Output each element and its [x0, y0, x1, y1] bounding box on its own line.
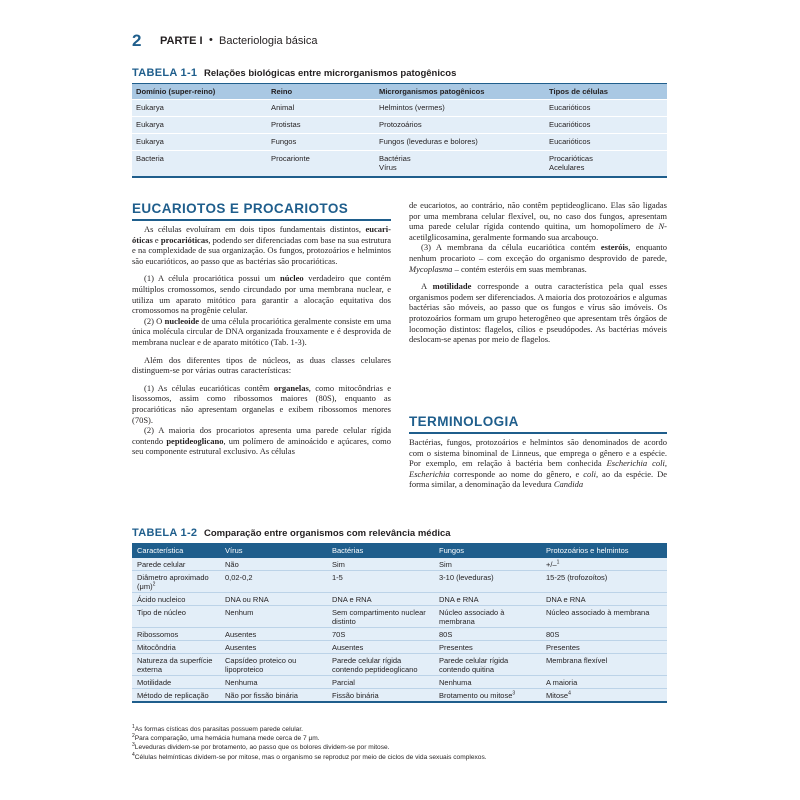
table2-cell-text: Não: [225, 560, 239, 569]
table2-cell: [434, 606, 541, 628]
table2-cell: [220, 676, 327, 689]
part-label: PARTE I: [160, 35, 203, 47]
text-run: A: [421, 281, 433, 292]
table2-cell-text: DNA e RNA: [439, 595, 479, 604]
left-column: [132, 224, 391, 457]
table2-cell-text: 70S: [332, 630, 346, 639]
text-run: ,: [664, 458, 667, 469]
footnote-text: Leveduras dividem-se por brotamento, ao passo que os bolores dividem-se por mitose.: [134, 744, 390, 752]
table2-label: TABELA 1-2: [132, 527, 198, 539]
table2-cell: [541, 654, 667, 676]
table2-cell: [220, 593, 327, 606]
table2-cell-text: Fissão binária: [332, 691, 379, 700]
table2-cell: [327, 558, 434, 571]
table1-header-cell: Domínio (super-reino): [132, 84, 267, 100]
italic-term: N: [658, 221, 665, 232]
table1-title: Relações biológicas entre microrganismos patogênicos: [204, 68, 457, 79]
table2-cell-text: Brotamento ou mitose: [439, 691, 513, 700]
table2-cell: [132, 593, 220, 606]
table2-cell: [541, 558, 667, 571]
footnote-number: 1: [132, 723, 135, 730]
text-run: corresponde a outra característica pela qual esses organismos podem ser diferenciados. A maioria dos protozoários e algumas bactérias são móveis, ao passo que os fungos e vírus são imóveis. Os protozoários formam um grupo heterogêneo que apresentam três órgãos de locomoção distintos: flagelos, cílios e pseudópodes. As bactérias móveis deslocam-se apenas por meio de flagelos.: [409, 281, 668, 345]
table2-cell: [327, 676, 434, 689]
table2-header-cell: Característica: [132, 543, 220, 558]
terminologia-text: [409, 437, 667, 490]
table2-cell-text: Parede celular: [137, 560, 186, 569]
footnote-text: Para comparação, uma hemácia humana mede cerca de 7 μm.: [134, 735, 320, 743]
table2-cell: [327, 689, 434, 703]
italic-term: Mycoplasma: [409, 263, 453, 274]
paragraph: [132, 425, 391, 457]
footnote-text: Células helmínticas dividem-se por mitose, mas o organismo se reproduz por meio de ciclos de vida sexuais complexos.: [134, 753, 487, 761]
text-run: Bactérias, fungos, protozoários e helmintos são denominados de acordo com o sistema binominal de Linneus, que emprega o gênero e a espécie. Por exemplo, em relação à bactéria bem conhecida: [409, 437, 667, 469]
text-run: (2) O: [144, 315, 165, 326]
table1-cell: [375, 151, 545, 178]
paragraph: [132, 224, 391, 266]
table2-row: [132, 628, 667, 641]
table1-cell: Eukarya: [132, 117, 267, 134]
table1-label: TABELA 1-1: [132, 67, 198, 79]
table1-cell-text: Bactérias: [379, 154, 411, 163]
table2-cell: [220, 571, 327, 593]
table2-cell: [327, 654, 434, 676]
table2-cell-text: Membrana flexível: [546, 656, 608, 665]
footnotes: [132, 725, 667, 762]
table2-row: [132, 689, 667, 703]
table2-cell-text: Presentes: [439, 643, 473, 652]
section-rule: [132, 219, 391, 221]
table2-cell: [220, 558, 327, 571]
table1-row: [132, 151, 667, 178]
table2-cell-text: Nenhuma: [439, 678, 472, 687]
table2-cell-text: Natureza da superfície externa: [137, 656, 213, 674]
table2-cell-text: Ausentes: [225, 643, 257, 652]
text-run: (1) A célula procariótica possui um: [144, 273, 281, 284]
bold-term: organelas: [273, 382, 309, 393]
table2-cell-text: +/–: [546, 560, 557, 569]
table2-cell-text: Núcleo associado à membrana: [546, 608, 650, 617]
table2-cell: [220, 689, 327, 703]
italic-term: Escherichia: [409, 468, 450, 479]
paragraph: [409, 242, 667, 274]
section-heading-terminologia: TERMINOLOGIA: [409, 414, 519, 429]
text-run: , enquanto nenhum procarioto – com exceção do organismo desprovido de parede,: [409, 242, 667, 263]
italic-term: Escherichia coli: [606, 458, 665, 469]
paragraph: Além dos diferentes tipos de núcleos, as duas classes celulares distinguem-se por várias outras características:: [132, 354, 391, 376]
text-run: de eucariotos, ao contrário, não contêm peptideoglicano. Elas são ligadas por uma membrana celular flexível, ou, no caso dos fungos, apresentam uma parede celular rígida contendo quitina, um homopolímero de: [409, 200, 667, 232]
table2-cell-text: Ribossomos: [137, 630, 179, 639]
table1-header-cell: Tipos de células: [545, 84, 667, 100]
book-title: Bacteriologia básica: [219, 35, 318, 47]
table2-cell: [220, 641, 327, 654]
table2-cell: [132, 676, 220, 689]
table2-row: [132, 641, 667, 654]
table2-title: Comparação entre organismos com relevância médica: [204, 528, 451, 539]
table2-cell-text: 1-5: [332, 573, 343, 582]
right-column: [409, 200, 667, 345]
paragraph: [409, 437, 667, 490]
table2-cell: [541, 606, 667, 628]
paragraph: [132, 383, 391, 425]
footnote: [132, 725, 667, 734]
table2-cell: [434, 571, 541, 593]
footnote-marker: 1: [556, 559, 560, 566]
table2-cell-text: 3-10 (leveduras): [439, 573, 494, 582]
table2-cell: [132, 654, 220, 676]
table1-caption: [132, 67, 667, 81]
table1-cell: Protistas: [267, 117, 375, 134]
paragraph: [409, 200, 667, 242]
table1-cell: Helmintos (vermes): [375, 100, 545, 117]
table2-cell-text: A maioria: [546, 678, 578, 687]
table2-cell-text: Tipo de núcleo: [137, 608, 186, 617]
table2-cell: [220, 606, 327, 628]
table2-cell-text: Nenhuma: [225, 678, 258, 687]
text-run: corresponde ao nome do gênero, e: [449, 468, 584, 479]
table2-caption: [132, 527, 667, 541]
text-run: -acetilglicosamina, geralmente formando sua arcabouço.: [409, 221, 667, 242]
footnote-text: As formas císticas dos parasitas possuem parede celular.: [134, 726, 303, 733]
table2-cell-text: Mitocôndria: [137, 643, 176, 652]
table1-header-row: [132, 84, 667, 100]
table2-cell: [327, 628, 434, 641]
paragraph: [132, 316, 391, 348]
table2: [132, 543, 667, 703]
table2-cell-text: 0,02-0,2: [225, 573, 253, 582]
table2-cell: [541, 593, 667, 606]
table2-cell: [220, 654, 327, 676]
text-run: (2) A maioria dos procariotos apresenta uma parede celular rígida contendo: [132, 425, 391, 446]
table2-cell-text: Ausentes: [225, 630, 257, 639]
table2-cell-text: DNA e RNA: [546, 595, 586, 604]
table1-cell: [545, 151, 667, 178]
table2-cell-text: Sim: [439, 560, 452, 569]
table2-cell: [434, 676, 541, 689]
table2-header-cell: Bactérias: [327, 543, 434, 558]
table1-cell: Eukarya: [132, 134, 267, 151]
table2-header-cell: Vírus: [220, 543, 327, 558]
footnote-number: 3: [132, 742, 135, 749]
table2-cell-text: 80S: [546, 630, 560, 639]
table2-cell: [327, 593, 434, 606]
table1-cell: Eucarióticos: [545, 134, 667, 151]
table2-row: [132, 571, 667, 593]
table2-header-row: [132, 543, 667, 558]
table2-row: [132, 593, 667, 606]
table1-cell-text: Acelulares: [549, 163, 585, 172]
text-run: As células evoluíram em dois tipos fundamentais distintos,: [144, 224, 366, 234]
footnote-number: 4: [132, 751, 135, 758]
table2-cell-text: Presentes: [546, 643, 580, 652]
text-run: , ao da espécie. De forma similar, a denominação da levedura: [409, 468, 668, 490]
table2-cell-text: 15-25 (trofozoítos): [546, 573, 608, 582]
footnote-number: 2: [132, 733, 135, 740]
table2-body: [132, 558, 667, 702]
table2-cell: [434, 689, 541, 703]
table2-cell: [434, 558, 541, 571]
table1-cell: Protozoários: [375, 117, 545, 134]
table1-cell-text: Vírus: [379, 163, 397, 172]
table2-cell: [327, 641, 434, 654]
table2-cell-text: Ácido nucleico: [137, 595, 186, 604]
header-separator: •: [209, 34, 213, 46]
table2-cell-text: Parcial: [332, 678, 355, 687]
table1-cell: [132, 151, 267, 178]
table2-cell-text: Nenhum: [225, 608, 254, 617]
table2-row: [132, 654, 667, 676]
table1-cell-text: Procarionte: [271, 154, 310, 163]
table2-cell-text: DNA e RNA: [332, 595, 372, 604]
running-header: [132, 33, 692, 53]
paragraph: [132, 273, 391, 315]
table1-header-cell: Microrganismos patogênicos: [375, 84, 545, 100]
table2-cell-text: Capsídeo proteico ou lipoproteico: [225, 656, 297, 674]
table2-cell-text: Sem compartimento nuclear distinto: [332, 608, 426, 626]
table2-cell-text: Método de replicação: [137, 691, 209, 700]
table2-cell: [327, 606, 434, 628]
table1: [132, 83, 667, 178]
table1-cell: Fungos: [267, 134, 375, 151]
table2-cell-text: 80S: [439, 630, 453, 639]
table2-cell: [132, 558, 220, 571]
table2-cell: [327, 571, 434, 593]
footnote-marker: 4: [568, 690, 571, 697]
table2-cell: [220, 628, 327, 641]
text-run: , como mitocôndrias e lisossomos, assim como ribossomos maiores (80S), enquanto as procarióticas não apresentam organelas e exibem ribossomos menores (70S).: [132, 382, 392, 425]
table2-cell-text: Não por fissão binária: [225, 691, 298, 700]
table2-cell-text: Parede celular rígida contendo peptideoglicano: [332, 656, 418, 674]
table2-cell-text: Diâmetro aproximado (μm): [137, 573, 209, 591]
text-run: – contém esteróis em suas membranas.: [452, 263, 587, 274]
table2-cell: [541, 628, 667, 641]
footnote: [132, 734, 667, 743]
paragraph: [409, 281, 667, 345]
text-run: , podendo ser diferenciadas com base na sua estrutura e na complexidade de sua organização. Os fungos, protozoários e helmintos são eucarióticos, ao passo que as bactérias são procarióticas.: [132, 234, 391, 266]
bold-term: esteróis: [600, 242, 629, 253]
text-run: de uma célula procariótica geralmente consiste em uma única molécula circular de DNA organizada frouxamente e é desprovida de membrana nuclear e de aparato mitótico (Tab. 1-3).: [132, 315, 391, 347]
table2-cell: [541, 641, 667, 654]
bold-term: nucleoide: [164, 315, 200, 326]
table2-row: [132, 606, 667, 628]
table2-cell-text: Núcleo associado à membrana: [439, 608, 505, 626]
table2-cell-text: Parede celular rígida contendo quitina: [439, 656, 509, 674]
table2-cell: [541, 676, 667, 689]
table2-cell-text: Ausentes: [332, 643, 364, 652]
italic-term: coli: [583, 468, 596, 479]
table1-cell: Fungos (leveduras e bolores): [375, 134, 545, 151]
table1-cell: Eukarya: [132, 100, 267, 117]
bold-term: núcleo: [280, 273, 304, 284]
section-rule: [409, 432, 667, 434]
table2-cell: [434, 593, 541, 606]
footnote-marker: 2: [152, 581, 156, 588]
table1-cell: Eucarióticos: [545, 117, 667, 134]
table2-cell-text: DNA ou RNA: [225, 595, 269, 604]
table2-row: [132, 676, 667, 689]
table1-cell: [267, 151, 375, 178]
bold-term: peptideoglicano: [166, 435, 224, 446]
table1-cell: Animal: [267, 100, 375, 117]
table2-cell: [541, 571, 667, 593]
table2-row: [132, 558, 667, 571]
table2-cell-text: Sim: [332, 560, 345, 569]
table2-cell: [434, 628, 541, 641]
table2-cell: [132, 689, 220, 703]
table2-cell-text: Motilidade: [137, 678, 172, 687]
footnote-marker: 3: [512, 690, 516, 697]
section-heading-eucariotos: EUCARIOTOS E PROCARIOTOS: [132, 201, 349, 216]
text-run: e: [152, 234, 161, 245]
table2-cell-text: Mitose: [546, 691, 569, 700]
text-run: verdadeiro que contém múltiplos cromossomos, sendo circundado por uma membrana nuclear, e utiliza um aparato mitótico para garantir a alocação equitativa dos cromossomos na progênie celular.: [132, 273, 391, 316]
table1-row: [132, 100, 667, 117]
text-run: (1) As células eucarióticas contêm: [144, 382, 274, 393]
table2-cell: [132, 571, 220, 593]
italic-term: Candida: [553, 479, 584, 490]
table1-row: [132, 134, 667, 151]
table2-cell: [434, 654, 541, 676]
table1-header-cell: Reino: [267, 84, 375, 100]
table2-header-cell: Fungos: [434, 543, 541, 558]
footnote: [132, 753, 667, 762]
table1-cell-text: Procarióticas: [549, 154, 593, 163]
table2-header-cell: Protozoários e helmintos: [541, 543, 667, 558]
text-run: (3) A membrana da célula eucariótica contém: [421, 242, 601, 253]
table2-cell: [434, 641, 541, 654]
bold-term: motilidade: [432, 281, 472, 292]
footnote: [132, 743, 667, 752]
page-number: 2: [132, 31, 142, 50]
bold-term: procarióticas: [160, 234, 209, 245]
table1-row: [132, 117, 667, 134]
table2-cell: [132, 606, 220, 628]
table2-cell: [132, 641, 220, 654]
table2-cell: [541, 689, 667, 703]
table1-cell: Eucarióticos: [545, 100, 667, 117]
bold-term: eucari-óticas: [132, 224, 391, 245]
text-run: , um polímero de aminoácido e açúcares, como seu componente estrutural exclusivo. As células: [132, 435, 391, 457]
table1-cell-text: Bacteria: [136, 154, 164, 163]
table2-cell: [132, 628, 220, 641]
